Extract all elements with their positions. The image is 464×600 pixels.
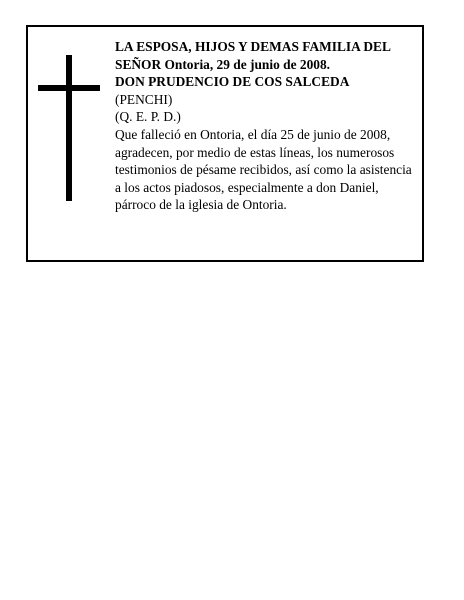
body-line-5: párroco de la iglesia de Ontoria. xyxy=(115,197,287,213)
body-line-2: agradecen, por medio de estas líneas, los numerosos xyxy=(115,144,395,160)
cross-horizontal-bar xyxy=(38,85,100,91)
obituary-notice xyxy=(26,25,424,262)
cross-icon xyxy=(38,55,100,201)
qepd-line: (Q. E. P. D.) xyxy=(115,109,181,125)
body-line-3: testimonios de pésame recibidos, así como la asistencia xyxy=(115,162,412,178)
notice-heading-line-1: LA ESPOSA, HIJOS Y DEMAS FAMILIA DEL xyxy=(115,39,391,54)
notice-heading-line-2: SEÑOR Ontoria, 29 de junio de 2008. xyxy=(115,56,331,72)
notice-text xyxy=(115,38,415,214)
cross-vertical-bar xyxy=(66,55,72,201)
deceased-nickname: (PENCHI) xyxy=(115,91,173,107)
body-line-4: a los actos piadosos, especialmente a don Daniel, xyxy=(115,179,379,195)
body-line-1: Que falleció en Ontoria, el día 25 de junio de 2008, xyxy=(115,126,391,142)
deceased-name: DON PRUDENCIO DE COS SALCEDA xyxy=(115,74,350,90)
